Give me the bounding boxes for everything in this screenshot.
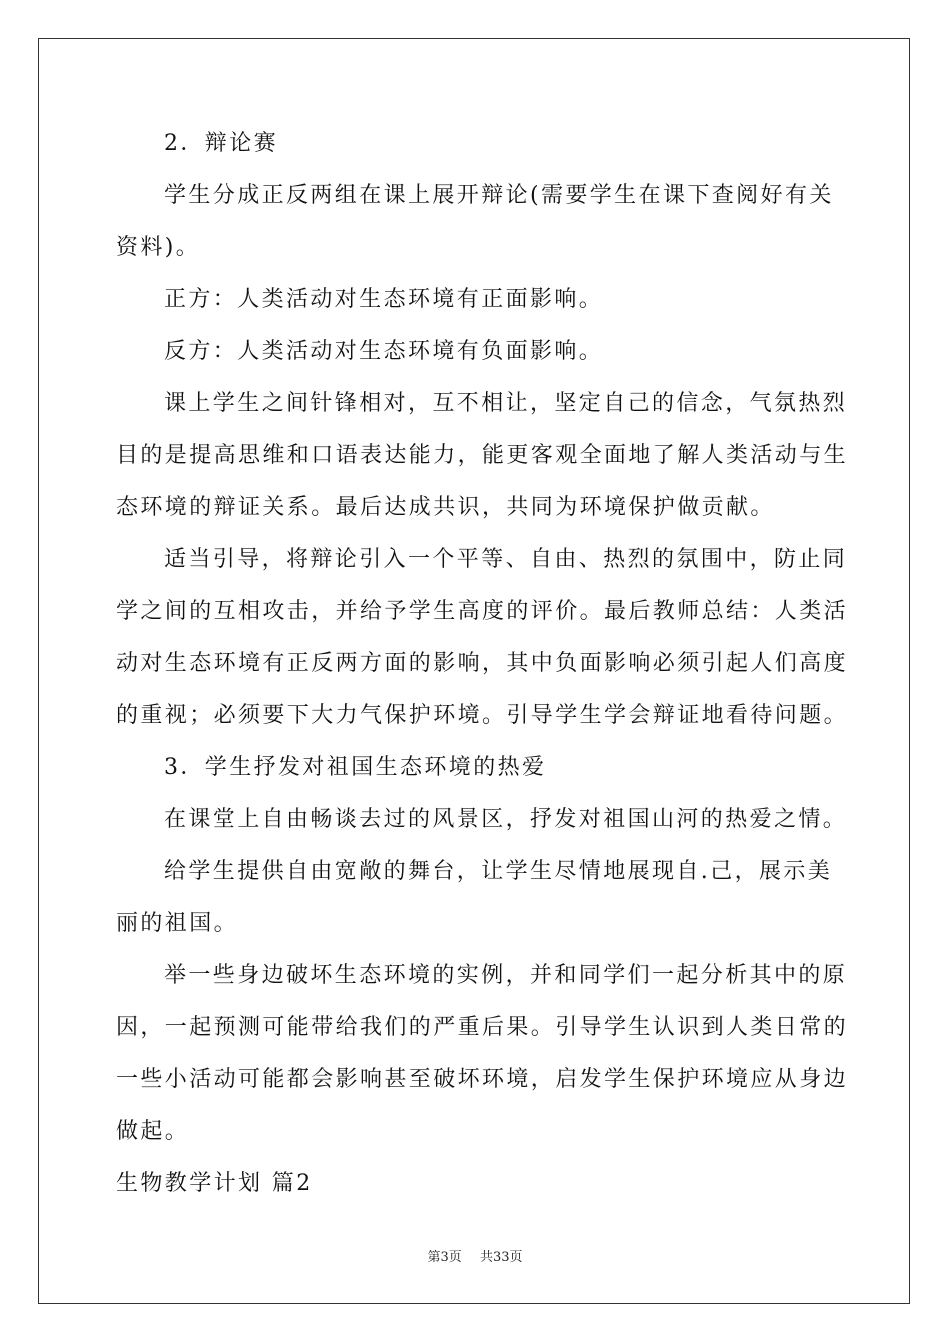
paragraph <box>116 378 849 534</box>
paragraph-line: 给学生提供自由宽敞的舞台，让学生尽情地展现自.己，展示美 <box>164 859 833 884</box>
paragraph-line: 的重视；必须要下大力气保护环境。引导学生学会辩证地看待问题。 <box>116 703 849 728</box>
paragraph-list <box>116 118 849 1158</box>
paragraph-line: 学之间的互相攻击，并给予学生高度的评价。最后教师总结：人类活 <box>116 599 849 624</box>
paragraph-line: 举一些身边破坏生态环境的实例，并和同学们一起分析其中的原 <box>164 963 848 988</box>
paragraph-line: 动对生态环境有正反两方面的影响，其中负面影响必须引起人们高度 <box>116 651 849 676</box>
paragraph <box>116 274 836 326</box>
paragraph-line: 目的是提高思维和口语表达能力，能更客观全面地了解人类活动与生 <box>116 443 849 468</box>
document-body <box>116 118 849 1210</box>
paragraph <box>116 950 849 1158</box>
paragraph-line: 在课堂上自由畅谈去过的风景区，抒发对祖国山河的热爱之情。 <box>164 807 848 832</box>
paragraph-line: 资料)。 <box>116 235 201 260</box>
paragraph-line: 因，一起预测可能带给我们的严重后果。引导学生认识到人类日常的 <box>116 1015 849 1040</box>
paragraph-line: 态环境的辩证关系。最后达成共识，共同为环境保护做贡献。 <box>116 495 775 520</box>
paragraph <box>116 794 848 846</box>
paragraph-line: 3．学生抒发对祖国生态环境的热爱 <box>164 755 547 780</box>
paragraph-line: 丽的祖国。 <box>116 911 239 936</box>
page-footer <box>0 1246 950 1265</box>
paragraph-line: 正方：人类活动对生态环境有正面影响。 <box>164 287 604 312</box>
paragraph-line: 2．辩论赛 <box>164 131 278 156</box>
paragraph <box>116 534 849 742</box>
paragraph-line: 课上学生之间针锋相对，互不相让，坚定自己的信念，气氛热烈 <box>164 391 848 416</box>
paragraph-line: 一些小活动可能都会影响甚至破坏环境，启发学生保护环境应从身边 <box>116 1067 849 1092</box>
page-number: 第3页 <box>427 1250 462 1265</box>
paragraph-line: 反方：人类活动对生态环境有负面影响。 <box>164 339 604 364</box>
paragraph <box>116 326 836 378</box>
paragraph <box>116 742 836 794</box>
paragraph <box>116 846 836 950</box>
paragraph <box>116 170 836 274</box>
section-heading: 生物教学计划 篇2 <box>116 1171 313 1196</box>
paragraph-line: 适当引导，将辩论引入一个平等、自由、热烈的氛围中，防止同 <box>164 547 848 572</box>
paragraph-line: 学生分成正反两组在课上展开辩论(需要学生在课下查阅好有关 <box>164 183 834 208</box>
page-total: 共33页 <box>479 1250 523 1265</box>
paragraph <box>116 118 836 170</box>
paragraph-line: 做起。 <box>116 1119 190 1144</box>
